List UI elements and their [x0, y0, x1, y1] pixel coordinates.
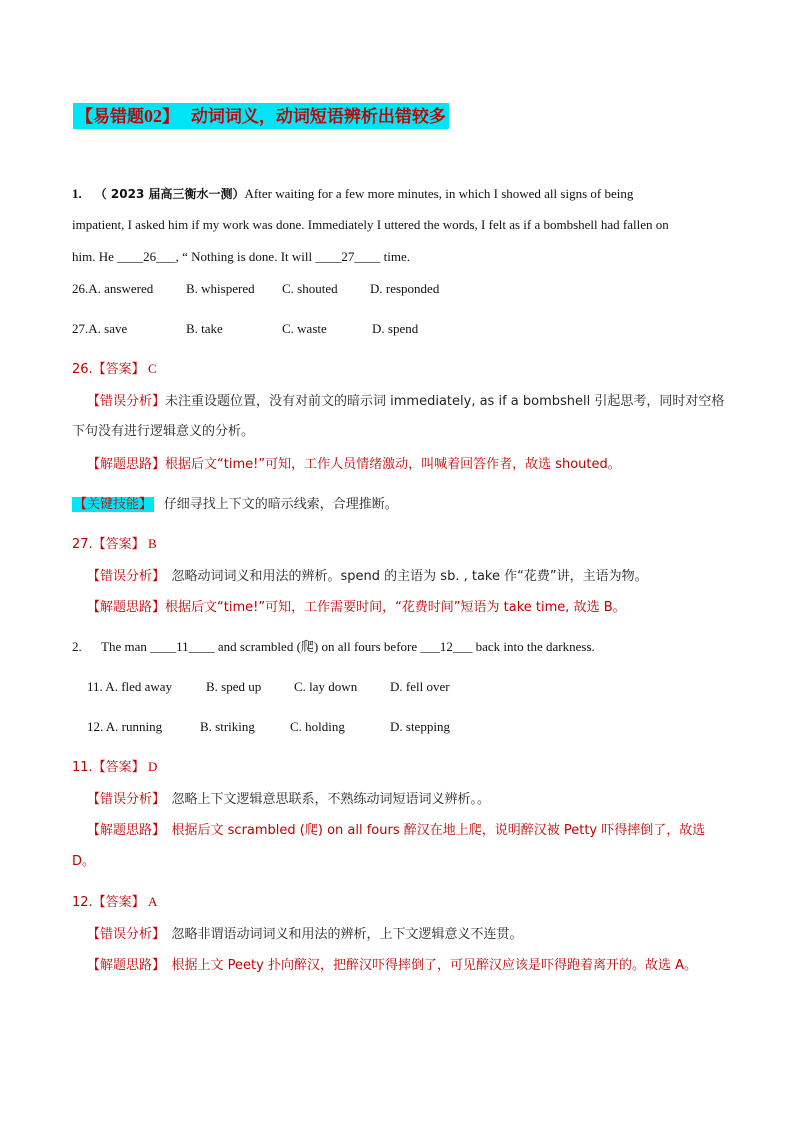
- answer-label: 26.【答案】: [72, 362, 145, 377]
- title-text: 动词词义，动词短语辨析出错较多: [190, 107, 446, 127]
- solution-idea-text: 根据后文 scrambled (爬) on all fours 醉汉在地上爬，说明醉汉被 Petty 吓得摔倒了，故选: [171, 823, 706, 838]
- option-11-d: D. fell over: [390, 679, 450, 694]
- key-skill-tag: 【关键技能】: [74, 497, 153, 512]
- error-analysis-tag: 【错误分析】: [87, 927, 166, 942]
- answer-value: C: [147, 361, 157, 376]
- title-prefix: 【易错题: [76, 107, 144, 127]
- error-analysis-26-cont: 下句没有进行逻辑意义的分析。: [72, 424, 255, 439]
- option-26-b: B. whispered: [186, 281, 255, 296]
- title-suffix: 】: [162, 107, 179, 127]
- error-analysis-tag: 【错误分析】: [87, 792, 166, 807]
- solution-idea-tag: 【解题思路】: [87, 457, 166, 472]
- key-skill: [72, 495, 398, 514]
- question-source: （ 2023 届高三衡水一测）: [94, 187, 245, 201]
- solution-idea-11: [87, 821, 705, 840]
- question-number: 1.: [72, 186, 82, 201]
- error-analysis-text: 忽略动词词义和用法的辨析。spend 的主语为 sb. , take 作“花费”讲，主语为物。: [171, 569, 648, 584]
- solution-idea-27: [87, 598, 626, 617]
- answer-27: [72, 535, 157, 554]
- option-26-c: C. shouted: [282, 281, 338, 296]
- solution-idea-tag: 【解题思路】: [87, 600, 166, 615]
- key-skill-text: 仔细寻找上下文的暗示线索，合理推断。: [163, 497, 398, 512]
- option-11-b: B. sped up: [206, 679, 262, 694]
- answer-value: D: [147, 759, 158, 774]
- error-analysis-12: [87, 925, 523, 944]
- solution-idea-26: [87, 455, 621, 474]
- error-analysis-text: 未注重设题位置，没有对前文的暗示词 immediately, as if a bombshell 引起思考，同时对空格: [165, 394, 725, 409]
- question-text: The man ____11____ and scrambled (爬) on all fours before ___12___ back into the darkness.: [101, 639, 595, 654]
- solution-idea-tag: 【解题思路】: [87, 823, 166, 838]
- solution-idea-text: 根据后文“time!”可知，工作需要时间，“花费时间”短语为 take time, 故选 B。: [165, 600, 626, 615]
- solution-idea-11-cont: D。: [72, 854, 96, 869]
- answer-value: A: [147, 894, 158, 909]
- answer-label: 12.【答案】: [72, 895, 145, 910]
- solution-idea-text: 根据后文“time!”可知，工作人员情绪激动，叫喊着回答作者，故选 shouted。: [165, 457, 621, 472]
- answer-11: [72, 758, 157, 777]
- option-27-b: B. take: [186, 321, 223, 336]
- error-analysis-tag: 【错误分析】: [87, 394, 166, 409]
- option-26-d: D. responded: [370, 281, 440, 296]
- error-analysis-text: 忽略上下文逻辑意思联系，不熟练动词短语词义辨析。。: [171, 792, 491, 807]
- option-12-c: C. holding: [290, 719, 345, 734]
- option-26-a: 26.A. answered: [72, 281, 154, 296]
- option-27-a: 27.A. save: [72, 321, 128, 336]
- option-12-d: D. stepping: [390, 719, 450, 734]
- option-27-d: D. spend: [372, 321, 419, 336]
- question-2: [72, 638, 595, 656]
- solution-idea-12: [87, 956, 697, 975]
- answer-label: 11.【答案】: [72, 760, 145, 775]
- option-11-c: C. lay down: [294, 679, 358, 694]
- option-27-c: C. waste: [282, 321, 327, 336]
- error-analysis-tag: 【错误分析】: [87, 569, 166, 584]
- answer-value: B: [147, 536, 157, 551]
- error-analysis-26: [87, 392, 724, 411]
- solution-idea-tag: 【解题思路】: [87, 958, 166, 973]
- question-number: 2.: [72, 639, 82, 654]
- question-1-line-1: [72, 185, 633, 203]
- option-12-a: 12. A. running: [87, 719, 163, 734]
- answer-26: [72, 360, 157, 379]
- page-title: [73, 103, 449, 129]
- error-analysis-27: [87, 567, 648, 586]
- option-12-b: B. striking: [200, 719, 255, 734]
- answer-label: 27.【答案】: [72, 537, 145, 552]
- question-1-line-2: impatient, I asked him if my work was done. Immediately I uttered the words, I felt as if a bombshell had fallen on: [72, 217, 669, 232]
- solution-idea-text: 根据上文 Peety 扑向醉汉，把醉汉吓得摔倒了，可见醉汉应该是吓得跑着离开的。故选 A。: [171, 958, 697, 973]
- option-11-a: 11. A. fled away: [87, 679, 173, 694]
- error-analysis-text: 忽略非谓语动词词义和用法的辨析，上下文逻辑意义不连贯。: [171, 927, 523, 942]
- title-number: 02: [144, 106, 162, 126]
- question-text: After waiting for a few more minutes, in which I showed all signs of being: [244, 186, 634, 201]
- question-1-line-3: him. He ____26___, “ Nothing is done. It will ____27____ time.: [72, 249, 410, 264]
- answer-12: [72, 893, 157, 912]
- error-analysis-11: [87, 790, 490, 809]
